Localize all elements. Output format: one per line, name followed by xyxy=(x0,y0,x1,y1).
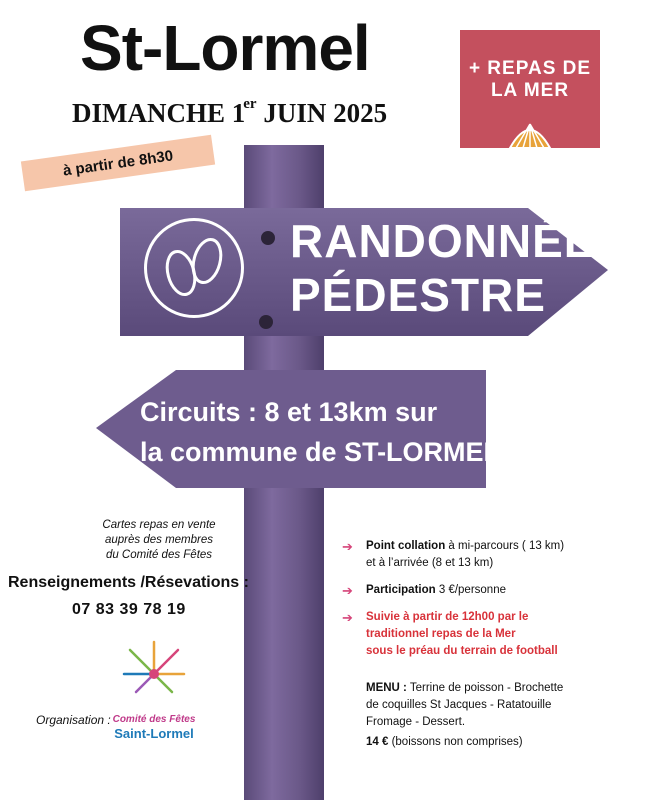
collation-item xyxy=(342,538,642,572)
event-info xyxy=(342,538,642,670)
logo-text-line1: Comité des Fêtes xyxy=(112,714,196,725)
start-time-tag: à partir de 8h30 xyxy=(21,135,215,191)
date-number: 1 xyxy=(231,98,246,128)
day: DIMANCHE xyxy=(72,98,225,128)
renseignements-label: Renseignements /Résevations : xyxy=(8,574,249,591)
badge-line2: LA MER xyxy=(490,80,570,101)
phone-number[interactable]: 07 83 39 78 19 xyxy=(72,601,186,618)
badge-text xyxy=(460,58,600,102)
page-title: St-Lormel xyxy=(80,12,370,84)
suivie-line3: sous le préau du terrain de football xyxy=(366,645,558,657)
cartes-line3: du Comité des Fêtes xyxy=(105,549,213,561)
collation-label: Point collation xyxy=(366,540,446,552)
organisation-label: Organisation : xyxy=(36,713,111,727)
arrow-icon: ➔ xyxy=(342,610,353,625)
sign-title xyxy=(290,214,595,322)
suivie-line2: traditionnel repas de la Mer xyxy=(366,628,516,640)
badge-line1: + REPAS DE xyxy=(468,58,592,79)
menu-text1: Terrine de poisson - Brochette xyxy=(406,682,564,694)
participation-text: 3 €/personne xyxy=(435,584,506,596)
price-value: 14 € xyxy=(366,736,389,748)
arrow-icon: ➔ xyxy=(342,539,353,554)
price-note: (boissons non comprises) xyxy=(388,736,523,748)
footprints-icon xyxy=(144,218,244,318)
menu-label: MENU : xyxy=(366,682,407,694)
sign-title-line1: RANDONNÉE xyxy=(290,215,596,267)
logo-text-line2: Saint-Lormel xyxy=(114,726,194,741)
comite-logo xyxy=(112,634,196,746)
collation-text2: et à l’arrivée (8 et 13 km) xyxy=(366,557,494,569)
cartes-line2: auprès des membres xyxy=(104,534,214,546)
suivie-line1: Suivie à partir de 12h00 par le xyxy=(366,611,529,623)
month-year: JUIN 2025 xyxy=(263,98,388,128)
participation-label: Participation xyxy=(366,584,436,596)
shell-icon xyxy=(506,118,554,158)
date-suffix: er xyxy=(243,96,257,112)
sign-title-line2: PÉDESTRE xyxy=(290,269,546,321)
suivie-item xyxy=(342,609,642,660)
menu-text xyxy=(366,680,646,731)
menu-text2: de coquilles St Jacques - Ratatouille xyxy=(366,699,552,711)
collation-text1: à mi-parcours ( 13 km) xyxy=(445,540,565,552)
cartes-note xyxy=(74,518,244,563)
repas-badge xyxy=(460,30,600,148)
arrow-icon: ➔ xyxy=(342,583,353,598)
menu-text3: Fromage - Dessert. xyxy=(366,716,466,728)
circuits-text xyxy=(140,392,500,472)
circuits-line2: la commune de ST-LORMEL xyxy=(140,437,501,467)
participation-item xyxy=(342,582,642,599)
event-date xyxy=(72,84,387,133)
circuits-line1: Circuits : 8 et 13km sur xyxy=(140,397,438,427)
cartes-line1: Cartes repas en vente xyxy=(102,519,216,531)
fireworks-icon xyxy=(112,634,196,714)
price-line xyxy=(366,736,523,748)
